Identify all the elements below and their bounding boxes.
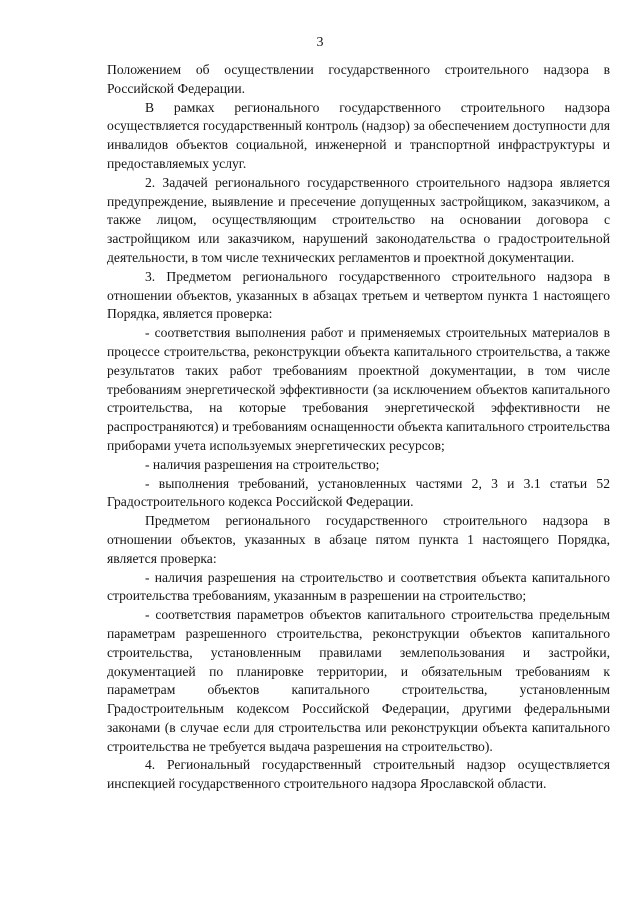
paragraph: Предметом регионального государственного строительного надзора в отношении объектов, указанных в абзаце пятом пункта 1 настоящего Порядка, является проверка:	[107, 513, 610, 566]
paragraph: - соответствия параметров объектов капитального строительства предельным параметрам разрешенного строительства, реконструкции объектов капитального строительства, установленным правилами землепользования и застройки, документацией по планировке территории, и обязательным требованиям к параметрам объектов капитального строительства, установленным Градостроительным кодексом Российской Федерации, другими федеральными законами (в случае если для строительства или реконструкции объекта капитального строительства не требуется выдача разрешения на строительство).	[107, 607, 610, 754]
paragraph: В рамках регионального государственного строительного надзора осуществляется государственный контроль (надзор) за обеспечением доступности для инвалидов объектов социальной, инженерной и транспортной инфраструктуры и предоставляемых услуг.	[107, 99, 610, 171]
paragraph: 4. Региональный государственный строительный надзор осуществляется инспекцией государственного строительного надзора Ярославской области.	[107, 757, 610, 792]
page-number: 3	[316, 35, 324, 50]
paragraph: - выполнения требований, установленных частями 2, 3 и 3.1 статьи 52 Градостроительного кодекса Российской Федерации.	[107, 475, 610, 510]
paragraph: - наличия разрешения на строительство;	[145, 456, 380, 472]
paragraph: 3. Предметом регионального государственного строительного надзора в отношении объектов, указанных в абзацах третьем и четвертом пункта 1 настоящего Порядка, является проверка:	[107, 268, 610, 322]
paragraph: Положением об осуществлении государственного строительного надзора в Российской Федерации.	[107, 62, 610, 96]
document-body	[107, 61, 610, 794]
paragraph: - наличия разрешения на строительство и соответствия объекта капитального строительства требованиям, указанным в разрешении на строительство;	[107, 569, 610, 604]
paragraph: - соответствия выполнения работ и применяемых строительных материалов в процессе строительства, реконструкции объекта капитального строительства, а также результатов таких работ требованиям проектной документации, в том числе требованиям энергетической эффективности (за исключением объектов капитального строительства, на которые требования энергетической эффективности не распространяются) и требованиям оснащенности объекта капитального строительства приборами учета используемых энергетических ресурсов;	[107, 325, 610, 453]
paragraph: 2. Задачей регионального государственного строительного надзора является предупреждение, выявление и пресечение допущенных застройщиком, заказчиком, а также лицом, осуществляющим строительство на основании договора с застройщиком или заказчиком, нарушений законодательства о градостроительной деятельности, в том числе технических регламентов и проектной документации.	[107, 174, 610, 265]
